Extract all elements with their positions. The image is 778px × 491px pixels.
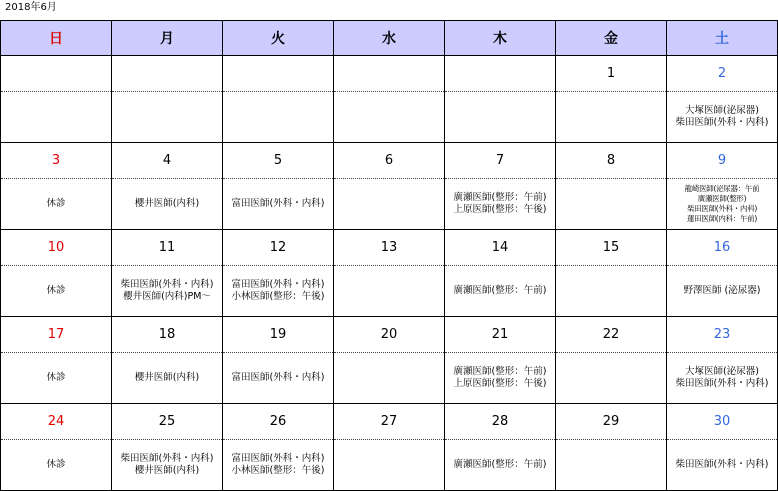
doctor-entry: 廣瀬医師(整形) <box>697 194 747 203</box>
date-cell: 16 <box>667 230 778 266</box>
schedule-cell <box>667 353 778 404</box>
date-cell: 5 <box>223 143 334 179</box>
doctor-entry: 休診 <box>46 372 66 383</box>
doctor-entry: 櫻井医師(内科) <box>134 465 200 476</box>
schedule-cell <box>556 353 667 404</box>
schedule-cell <box>1 440 112 491</box>
date-row <box>1 230 778 266</box>
doctor-entry: 柴田医師(外科・内科) <box>120 453 214 464</box>
date-row <box>1 143 778 179</box>
date-cell: 21 <box>445 317 556 353</box>
schedule-cell <box>112 92 223 143</box>
date-cell: 9 <box>667 143 778 179</box>
date-cell: 14 <box>445 230 556 266</box>
schedule-cell <box>1 179 112 230</box>
calendar-table <box>0 20 778 491</box>
schedule-cell <box>556 440 667 491</box>
schedule-cell <box>445 179 556 230</box>
doctor-entry: 柴田医師(外科・内科) <box>675 459 769 470</box>
schedule-row <box>1 266 778 317</box>
schedule-cell <box>667 179 778 230</box>
schedule-cell <box>223 440 334 491</box>
doctor-entry: 小林医師(整形：午後) <box>231 465 325 476</box>
calendar-body <box>1 56 778 491</box>
doctor-entry: 小林医師(整形：午後) <box>231 291 325 302</box>
schedule-cell <box>334 353 445 404</box>
weekday-fri: 金 <box>556 21 667 56</box>
schedule-cell <box>556 179 667 230</box>
doctor-entry: 富田医師(外科・内科) <box>231 372 325 383</box>
schedule-row <box>1 92 778 143</box>
schedule-cell <box>667 266 778 317</box>
doctor-entry: 大塚医師(泌尿器) <box>685 105 759 116</box>
date-cell: 17 <box>1 317 112 353</box>
weekday-thu: 木 <box>445 21 556 56</box>
schedule-cell <box>223 179 334 230</box>
date-cell: 6 <box>334 143 445 179</box>
schedule-row <box>1 440 778 491</box>
doctor-entry: 櫻井医師(内科) <box>134 372 200 383</box>
schedule-cell <box>112 266 223 317</box>
date-cell: 2 <box>667 56 778 92</box>
doctor-entry: 休診 <box>46 459 66 470</box>
date-cell: 30 <box>667 404 778 440</box>
date-cell: 1 <box>556 56 667 92</box>
doctor-entry: 上原医師(整形：午後) <box>453 204 547 215</box>
date-row <box>1 404 778 440</box>
schedule-cell <box>223 353 334 404</box>
date-cell <box>112 56 223 92</box>
date-cell: 28 <box>445 404 556 440</box>
schedule-cell <box>223 92 334 143</box>
schedule-cell <box>667 440 778 491</box>
schedule-row <box>1 353 778 404</box>
doctor-entry: 廣瀬医師(整形：午前) <box>453 192 547 203</box>
schedule-cell <box>445 353 556 404</box>
doctor-entry: 休診 <box>46 198 66 209</box>
schedule-cell <box>1 92 112 143</box>
schedule-cell <box>223 266 334 317</box>
doctor-entry: 富田医師(外科・内科) <box>231 279 325 290</box>
date-cell: 7 <box>445 143 556 179</box>
doctor-entry: 休診 <box>46 285 66 296</box>
date-cell: 18 <box>112 317 223 353</box>
date-cell: 11 <box>112 230 223 266</box>
doctor-entry: 柴田医師(外科・内科) <box>675 117 769 128</box>
doctor-entry: 龍崎医師(泌尿器：午前 <box>684 184 760 193</box>
doctor-entry: 柴田医師(外科・内科) <box>686 204 758 213</box>
doctor-entry: 櫻井医師(内科) <box>134 198 200 209</box>
doctor-entry: 廣瀬医師(整形：午前) <box>453 285 547 296</box>
date-cell <box>334 56 445 92</box>
weekday-sat: 土 <box>667 21 778 56</box>
schedule-cell <box>445 92 556 143</box>
schedule-cell <box>1 353 112 404</box>
date-cell: 12 <box>223 230 334 266</box>
schedule-cell <box>556 266 667 317</box>
date-cell: 25 <box>112 404 223 440</box>
schedule-cell <box>334 440 445 491</box>
date-cell: 15 <box>556 230 667 266</box>
doctor-entry: 柴田医師(外科・内科) <box>675 378 769 389</box>
date-cell <box>1 56 112 92</box>
weekday-sun: 日 <box>1 21 112 56</box>
schedule-cell <box>334 92 445 143</box>
weekday-wed: 水 <box>334 21 445 56</box>
schedule-cell <box>445 440 556 491</box>
doctor-entry: 蓮田医師(内科：午前) <box>686 214 758 223</box>
doctor-entry: 富田医師(外科・内科) <box>231 453 325 464</box>
date-row <box>1 317 778 353</box>
schedule-cell <box>112 440 223 491</box>
schedule-row <box>1 179 778 230</box>
weekday-tue: 火 <box>223 21 334 56</box>
doctor-entry: 大塚医師(泌尿器) <box>685 366 759 377</box>
schedule-cell <box>112 353 223 404</box>
doctor-entry: 柴田医師(外科・内科) <box>120 279 214 290</box>
schedule-cell <box>556 92 667 143</box>
date-cell: 8 <box>556 143 667 179</box>
date-cell: 26 <box>223 404 334 440</box>
date-cell: 29 <box>556 404 667 440</box>
weekday-mon: 月 <box>112 21 223 56</box>
date-cell: 13 <box>334 230 445 266</box>
doctor-entry: 野澤医師 (泌尿器) <box>683 285 761 296</box>
date-cell: 24 <box>1 404 112 440</box>
doctor-entry: 上原医師(整形：午後) <box>453 378 547 389</box>
doctor-entry: 廣瀬医師(整形：午前) <box>453 459 547 470</box>
date-cell: 19 <box>223 317 334 353</box>
date-row <box>1 56 778 92</box>
weekday-header-row <box>1 21 778 56</box>
schedule-cell <box>445 266 556 317</box>
schedule-cell <box>334 266 445 317</box>
date-cell: 3 <box>1 143 112 179</box>
doctor-entry: 櫻井医師(内科)PM～ <box>123 291 211 302</box>
schedule-cell <box>112 179 223 230</box>
date-cell: 4 <box>112 143 223 179</box>
month-caption: 2018年6月 <box>5 2 57 13</box>
date-cell: 10 <box>1 230 112 266</box>
schedule-cell <box>667 92 778 143</box>
date-cell: 27 <box>334 404 445 440</box>
date-cell: 20 <box>334 317 445 353</box>
schedule-cell <box>334 179 445 230</box>
doctor-entry: 富田医師(外科・内科) <box>231 198 325 209</box>
schedule-cell <box>1 266 112 317</box>
date-cell: 22 <box>556 317 667 353</box>
date-cell <box>223 56 334 92</box>
doctor-entry: 廣瀬医師(整形：午前) <box>453 366 547 377</box>
date-cell <box>445 56 556 92</box>
date-cell: 23 <box>667 317 778 353</box>
